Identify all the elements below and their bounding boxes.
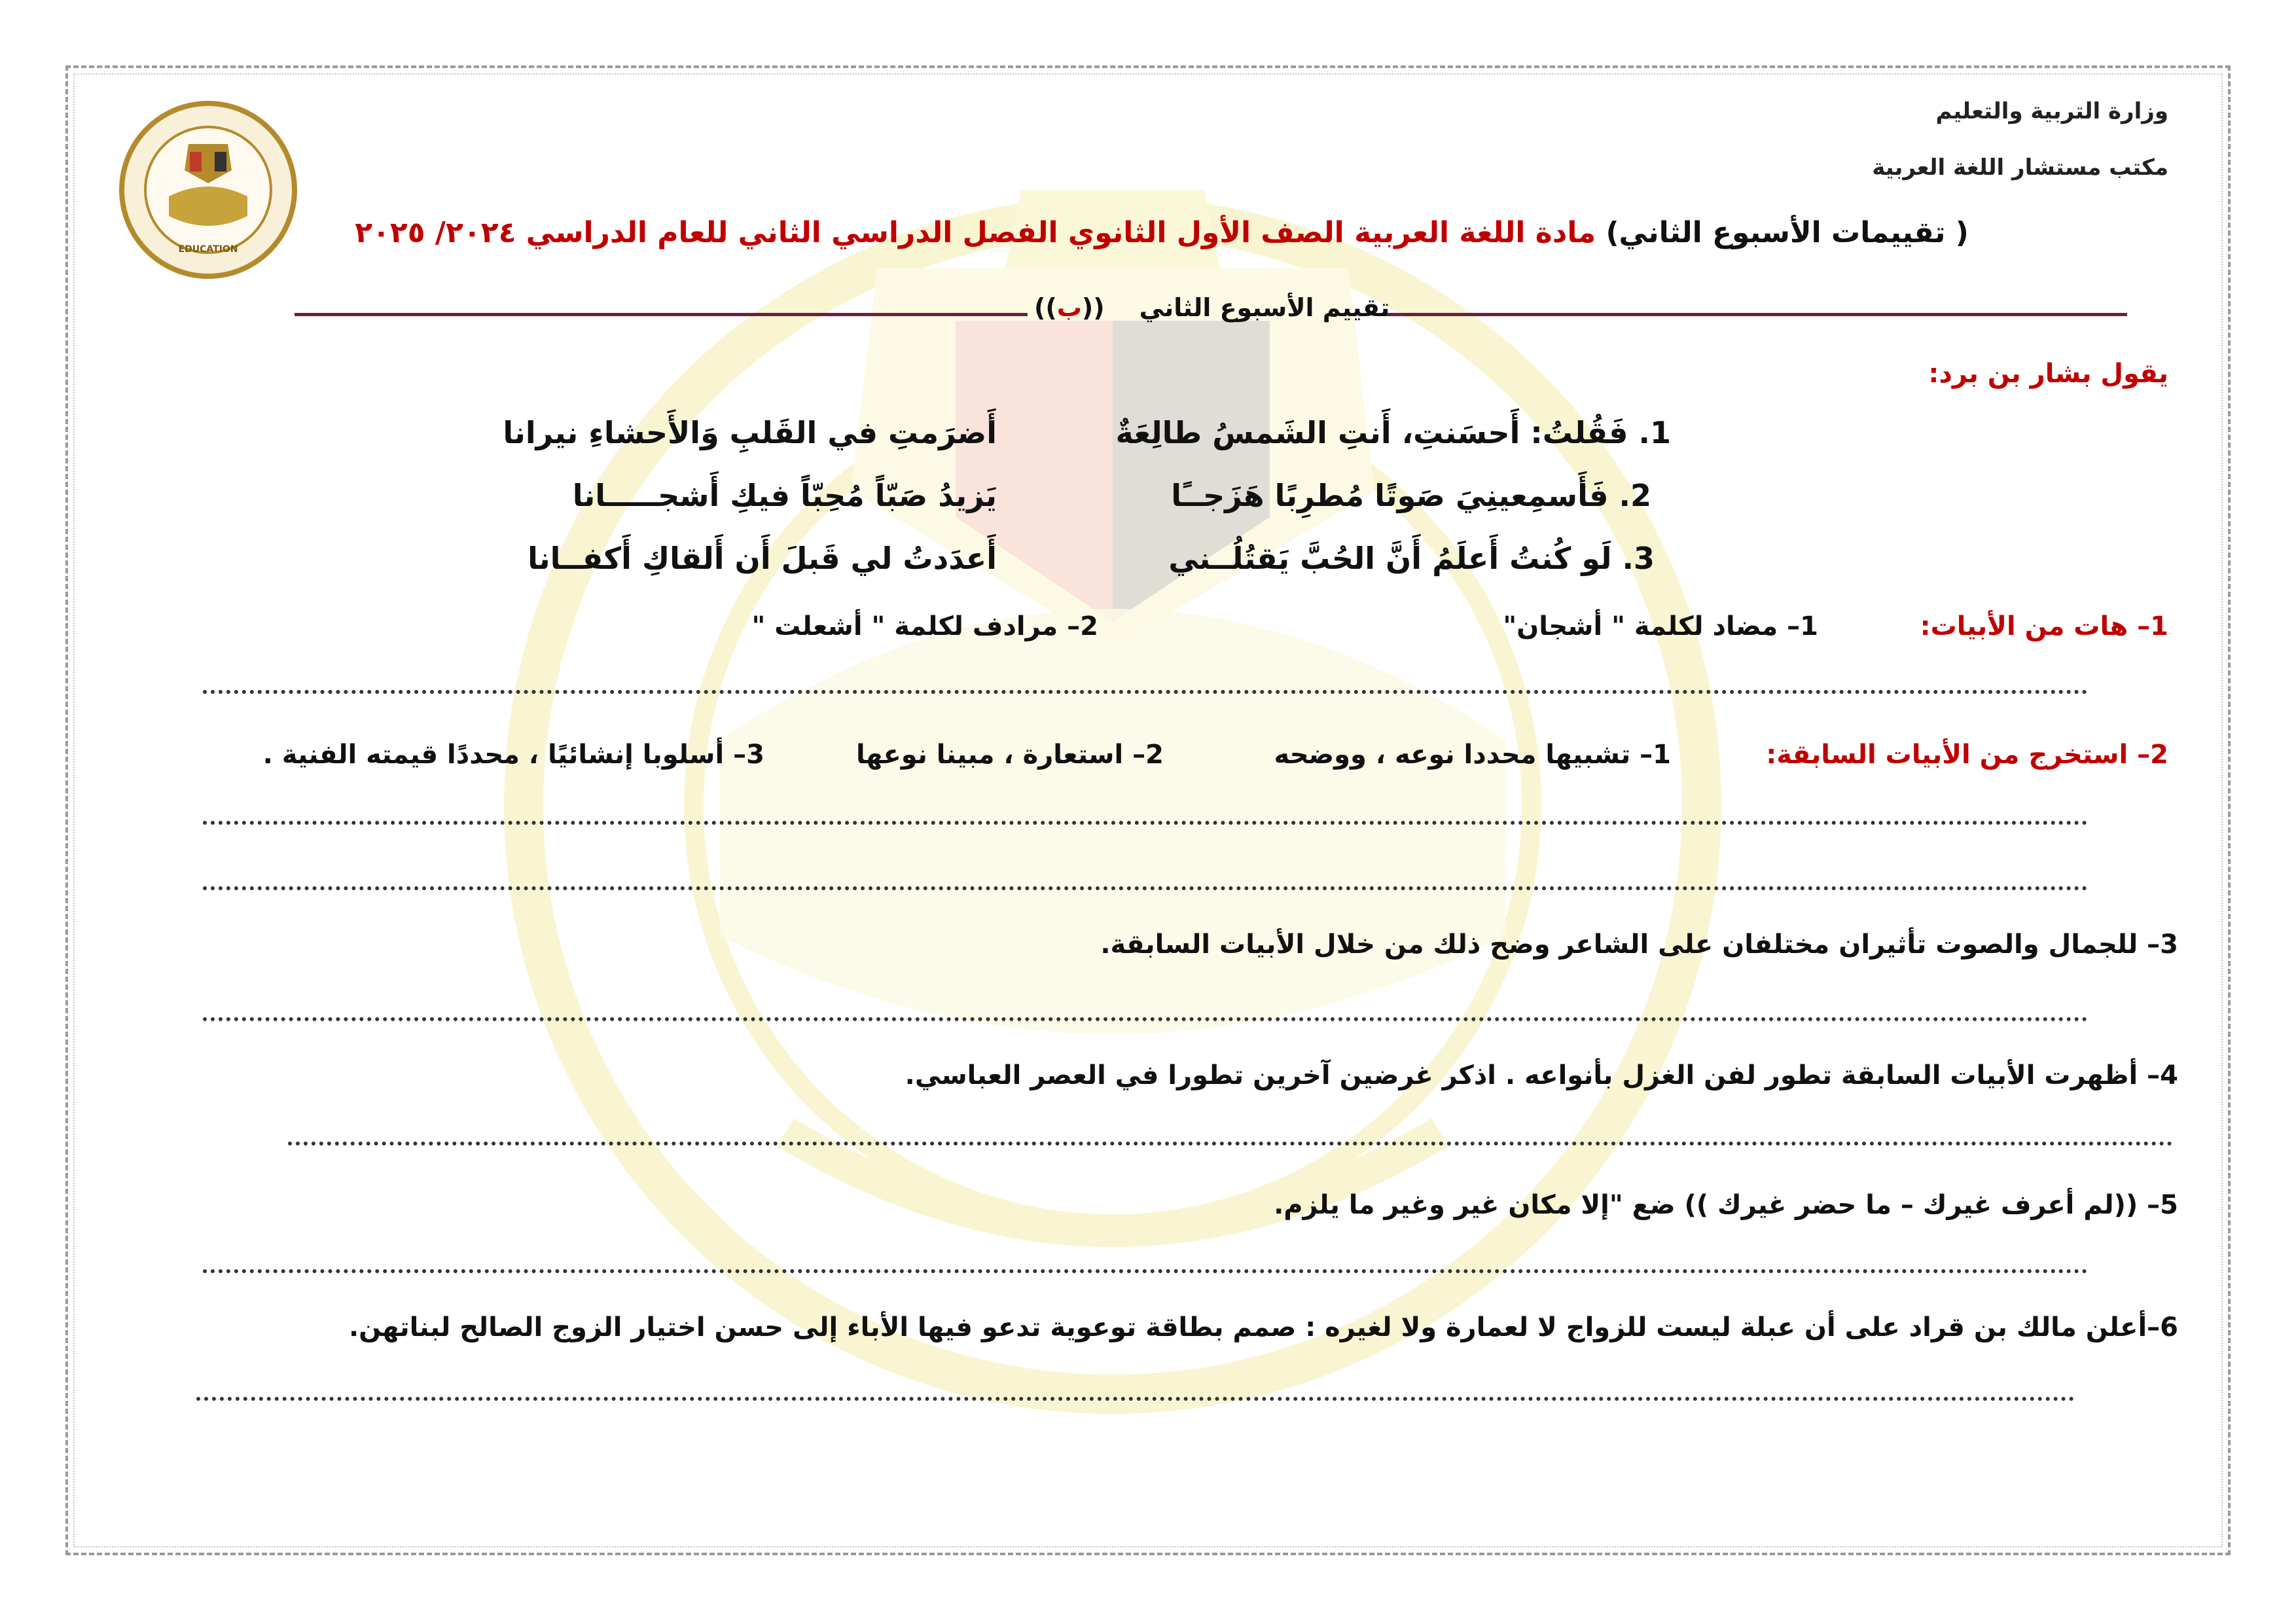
q2-item1: 1– تشبيها محددا نوعه ، ووضحه	[1274, 740, 1671, 770]
q5-text: 5– ((لم أعرف غيرك – ما حضر غيرك )) ضع "إلا مكان غير وغير ما يلزم.	[1274, 1190, 2178, 1220]
page-title	[262, 216, 2062, 249]
subtitle-paren-close: ))	[1034, 293, 1057, 322]
ministry-seal-logo	[117, 98, 300, 281]
answer-line[interactable]	[203, 687, 2088, 694]
title-part2: مادة اللغة العربية الصف الأول الثانوي الفصل الدراسي الثاني للعام الدراسي ٢٠٢٤/ ٢٠٢٥	[355, 216, 1596, 249]
verse-3-second: أَعدَدتُ لي قَبلَ أَن أَلقاكِ أَكفــانا	[528, 541, 997, 576]
verse-3-number: 3.	[1622, 541, 1655, 576]
svg-text:EDUCATION: EDUCATION	[178, 244, 238, 255]
q1-label: 1– هات من الأبيات:	[1920, 611, 2168, 641]
watermark-emblem	[458, 151, 1767, 1460]
subtitle-rule-left	[295, 313, 1028, 316]
subtitle-text: تقييم الأسبوع الثاني	[1139, 293, 1390, 322]
verse-3-first	[1168, 541, 1655, 576]
office-name: مكتب مستشار اللغة العربية	[1872, 154, 2168, 181]
q3-text: 3– للجمال والصوت تأثيران مختلفان على الشاعر وضح ذلك من خلال الأبيات السابقة.	[1100, 929, 2178, 960]
verse-2-second: يَزيدُ صَبّاً مُحِبّاً فيكِ أَشجـــــانا	[572, 478, 997, 513]
subtitle-paren-open: ((	[1081, 293, 1105, 322]
verse-3-first-text: لَو كُنتُ أَعلَمُ أَنَّ الحُبَّ يَقتُلُــني	[1168, 541, 1612, 576]
answer-line[interactable]	[196, 1394, 2075, 1401]
answer-line[interactable]	[203, 1267, 2088, 1273]
q2-item2: 2– استعارة ، مبينا نوعها	[856, 740, 1164, 770]
answer-line[interactable]	[288, 1139, 2173, 1146]
verse-2-number: 2.	[1619, 478, 1651, 513]
ministry-name: وزارة التربية والتعليم	[1935, 98, 2168, 124]
title-part1: ( تقييمات الأسبوع الثاني)	[1605, 216, 1969, 249]
q1-item2: 2– مرادف لكلمة " أشعلت "	[751, 611, 1098, 641]
intro-line: يقول بشار بن برد:	[1928, 359, 2168, 389]
subtitle-letter: ب	[1056, 293, 1082, 322]
answer-line[interactable]	[203, 818, 2088, 825]
q2-item3: 3– أسلوبا إنشائيًا ، محددًا قيمته الفنية .	[262, 740, 764, 770]
q2-label: 2– استخرج من الأبيات السابقة:	[1766, 740, 2168, 770]
verse-1-number: 1.	[1638, 415, 1671, 450]
q1-item1: 1– مضاد لكلمة " أشجان"	[1503, 611, 1818, 641]
answer-line[interactable]	[203, 884, 2088, 890]
verse-1-first-text: فَقُلتُ: أَحسَنتِ، أَنتِ الشَمسُ طالِعَةٌ	[1115, 415, 1628, 450]
verse-2-first-text: فَأَسمِعينِيَ صَوتًا مُطرِبًا هَزَجــًا	[1171, 478, 1609, 513]
verse-1-first	[1115, 415, 1671, 450]
subtitle	[1034, 293, 1390, 322]
subtitle-rule-right	[1381, 313, 2127, 316]
q6-text: 6–أعلن مالك بن قراد على أن عبلة ليست للزواج لا لعمارة ولا لغيره : صمم بطاقة توعوية تدعو فيها الأباء إلى حسن اختيار الزوج الصالح لبناتهن.	[348, 1312, 2178, 1343]
q4-text: 4– أظهرت الأبيات السابقة تطور لفن الغزل بأنواعه . اذكر غرضين آخرين تطورا في العصر العباسي.	[905, 1060, 2178, 1091]
verse-1-second: أَضرَمتِ في القَلبِ وَالأَحشاءِ نيرانا	[503, 415, 997, 450]
verse-2-first	[1171, 478, 1651, 513]
answer-line[interactable]	[203, 1015, 2088, 1021]
